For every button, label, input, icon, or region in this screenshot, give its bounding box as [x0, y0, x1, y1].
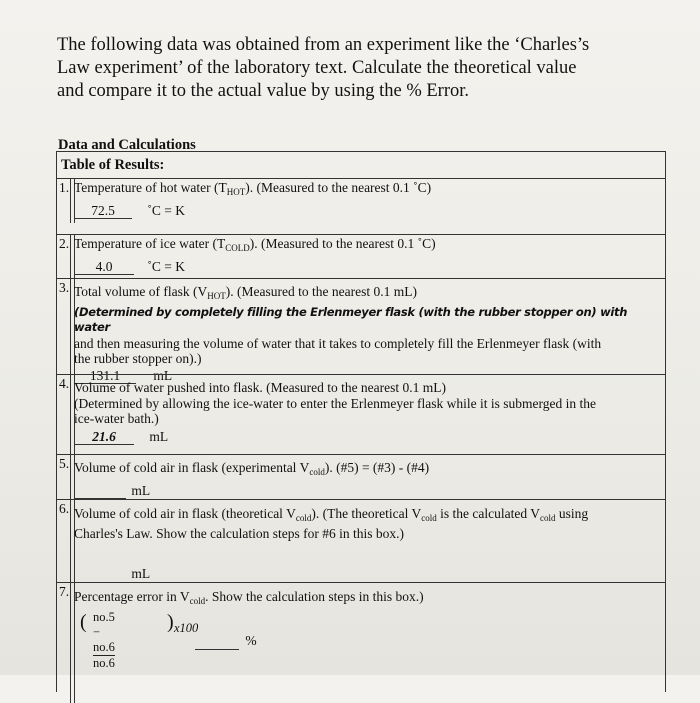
intro-paragraph	[57, 34, 657, 103]
table-row: 3. Total volume of flask $(V_{HOT})$. (Measured to the nearest 0.1 mL) (Determined by completely filling the Erlenmeyer flask (with the rubber stopper on) with water and then measuring the volume of water that it takes to completely fill the Erlenmeyer flask (with the rubber stopper on).) 131.1 mL	[57, 278, 665, 377]
results-table	[56, 151, 666, 692]
table-row: 6. Volume of cold air in flask (theoretical $V_{cold}$). (The theoretical $V_{cold}$ is the calculated $V_{cold}$ using Charles's Law. Show the calculation steps for #6 in this box.) mL	[57, 499, 665, 585]
table-row: 7. Percentage error in $V_{cold}$. Show the calculation steps in this box.) ( no.5 − no.6 no.6 ) x100 %	[57, 582, 665, 703]
experimental-vcold-blank	[74, 483, 126, 499]
intro-line-3: and compare it to the actual value by using the % Error.	[57, 81, 470, 101]
row-number: 2.	[59, 235, 71, 279]
intro-line-2: Law experiment’ of the laboratory text. Calculate the theoretical value	[57, 58, 577, 78]
table-row: 4. Volume of water pushed into flask. (Measured to the nearest 0.1 mL) (Determined by allowing the ice-water to enter the Erlenmeyer flask while it is submerged in the ice-water bath.) 21.6 mL	[57, 374, 665, 458]
table-row: 5. Volume of cold air in flask (experimental $V_{cold}$). (#5) = (#3) - (#4) mL	[57, 454, 665, 500]
row-number: 3.	[59, 279, 71, 377]
section-heading: Data and Calculations	[58, 137, 196, 153]
ice-water-temp-value: 4.0	[74, 259, 134, 275]
row-number: 7.	[59, 583, 71, 703]
intro-line-1: The following data was obtained from an experiment like the ‘Charles’s	[57, 35, 590, 55]
table-row: 1. Temperature of hot water $(T_{HOT})$. (Measured to the nearest 0.1 ˚C) 72.5 ˚C = K	[57, 178, 665, 223]
table-title: Table of Results:	[61, 157, 165, 173]
theoretical-vcold-blank	[74, 566, 126, 583]
water-pushed-value: 21.6	[74, 429, 134, 446]
flask-volume-value: 131.1	[74, 368, 136, 385]
row-number: 6.	[59, 500, 71, 585]
hot-water-temp-value: 72.5	[74, 203, 132, 219]
row-number: 5.	[59, 455, 71, 500]
percent-error-blank	[195, 633, 239, 650]
handwritten-note: (Determined by completely filling the Erlenmeyer flask (with the rubber stopper on) with water	[74, 304, 628, 334]
table-row: 2. Temperature of ice water $(T_{COLD})$. (Measured to the nearest 0.1 ˚C) 4.0 ˚C = K	[57, 234, 665, 279]
row-number: 1.	[59, 179, 71, 223]
row-number: 4.	[59, 375, 71, 458]
